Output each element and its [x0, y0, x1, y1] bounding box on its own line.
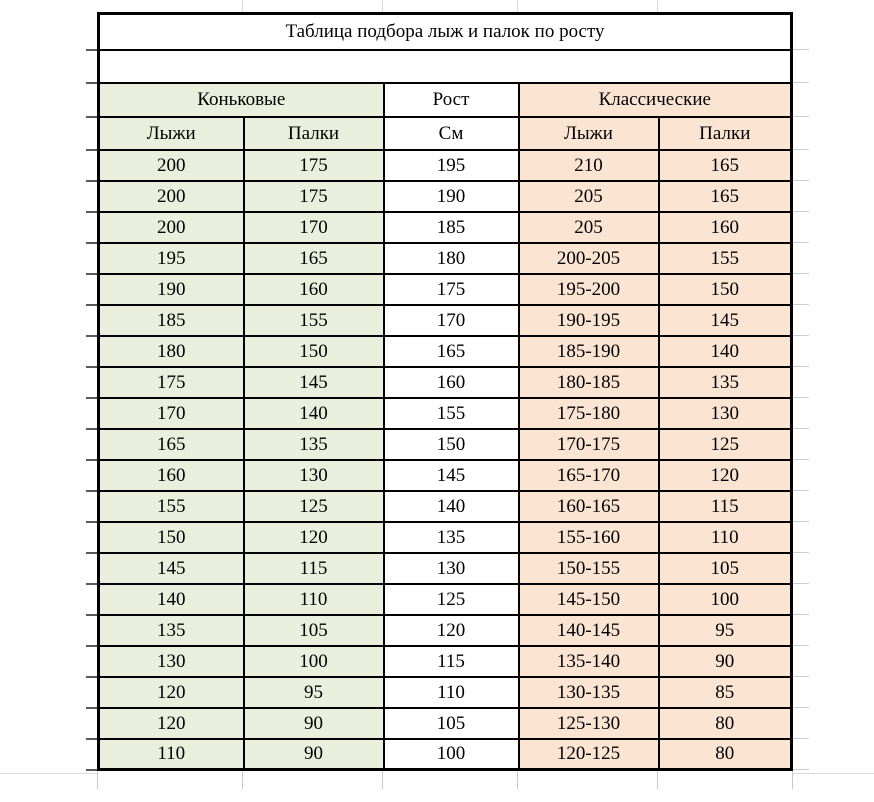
cell-classic-skis: 195-200: [519, 274, 659, 305]
cell-skate-skis: 155: [99, 491, 244, 522]
gridline-stub: [86, 459, 97, 461]
ski-size-table: [97, 12, 793, 771]
cell-height-cm: 115: [384, 646, 519, 677]
cell-height-cm: 130: [384, 553, 519, 584]
cell-classic-poles: 80: [659, 708, 792, 739]
table-title: Таблица подбора лыж и палок по росту: [99, 14, 792, 50]
group-header-row: [99, 83, 792, 117]
gridline-stub: [86, 583, 97, 585]
gridline-stub: [793, 335, 809, 336]
gridline-stub: [793, 773, 874, 774]
cell-skate-skis: 160: [99, 460, 244, 491]
col-header-skate-poles: Палки: [244, 117, 384, 150]
cell-height-cm: 155: [384, 398, 519, 429]
gridline-stub: [86, 738, 97, 740]
table-row: [99, 584, 792, 615]
gridline-stub: [793, 614, 809, 615]
gridline-stub: [793, 116, 809, 117]
gridline-stub: [86, 211, 97, 213]
cell-classic-poles: 90: [659, 646, 792, 677]
gridline-stub: [86, 304, 97, 306]
cell-skate-poles: 125: [244, 491, 384, 522]
gridline-stub: [86, 180, 97, 182]
cell-classic-skis: 150-155: [519, 553, 659, 584]
cell-height-cm: 110: [384, 677, 519, 708]
cell-height-cm: 145: [384, 460, 519, 491]
cell-skate-poles: 90: [244, 739, 384, 770]
cell-classic-skis: 205: [519, 181, 659, 212]
cell-classic-poles: 140: [659, 336, 792, 367]
table-header: [99, 14, 792, 150]
gridline-stub: [793, 273, 809, 274]
cell-skate-poles: 135: [244, 429, 384, 460]
gridline-stub: [86, 645, 97, 647]
gridline-stub: [793, 676, 809, 677]
gridline-stub: [97, 771, 98, 789]
gridline-stub: [86, 149, 97, 151]
cell-skate-skis: 140: [99, 584, 244, 615]
cell-height-cm: 135: [384, 522, 519, 553]
cell-height-cm: 190: [384, 181, 519, 212]
cell-skate-skis: 135: [99, 615, 244, 646]
cell-classic-poles: 100: [659, 584, 792, 615]
gridline-stub: [793, 707, 809, 708]
cell-skate-skis: 180: [99, 336, 244, 367]
table-row: [99, 708, 792, 739]
gridline-stub: [793, 769, 809, 770]
cell-classic-skis: 125-130: [519, 708, 659, 739]
cell-skate-poles: 90: [244, 708, 384, 739]
gridline-stub: [793, 490, 809, 491]
cell-skate-skis: 190: [99, 274, 244, 305]
cell-skate-poles: 145: [244, 367, 384, 398]
gridline-stub: [86, 707, 97, 709]
cell-classic-poles: 85: [659, 677, 792, 708]
group-header-skate: Коньковые: [99, 83, 384, 117]
gridline-stub: [793, 82, 809, 83]
gridline-stub: [793, 521, 809, 522]
cell-skate-skis: 170: [99, 398, 244, 429]
table-row: [99, 553, 792, 584]
cell-classic-skis: 140-145: [519, 615, 659, 646]
cell-classic-poles: 130: [659, 398, 792, 429]
title-row: [99, 14, 792, 50]
cell-classic-poles: 110: [659, 522, 792, 553]
table-body: [99, 150, 792, 770]
gridline-stub: [86, 82, 97, 84]
cell-skate-poles: 170: [244, 212, 384, 243]
cell-classic-skis: 175-180: [519, 398, 659, 429]
gridline-stub: [793, 428, 809, 429]
gridline-stub: [86, 335, 97, 337]
cell-skate-skis: 200: [99, 181, 244, 212]
cell-skate-skis: 200: [99, 212, 244, 243]
cell-classic-skis: 170-175: [519, 429, 659, 460]
gridline-stub: [793, 149, 809, 150]
cell-classic-skis: 205: [519, 212, 659, 243]
cell-classic-skis: 180-185: [519, 367, 659, 398]
cell-classic-poles: 135: [659, 367, 792, 398]
gridline-stub: [86, 490, 97, 492]
gridline-stub: [86, 521, 97, 523]
cell-skate-skis: 185: [99, 305, 244, 336]
cell-classic-skis: 165-170: [519, 460, 659, 491]
cell-skate-poles: 160: [244, 274, 384, 305]
cell-classic-skis: 200-205: [519, 243, 659, 274]
cell-height-cm: 185: [384, 212, 519, 243]
col-header-classic-poles: Палки: [659, 117, 792, 150]
gridline-stub: [793, 583, 809, 584]
table-row: [99, 243, 792, 274]
gridline-stub: [793, 397, 809, 398]
cell-skate-poles: 130: [244, 460, 384, 491]
cell-classic-poles: 120: [659, 460, 792, 491]
cell-classic-poles: 160: [659, 212, 792, 243]
spacer-cell: [99, 50, 792, 83]
cell-skate-poles: 115: [244, 553, 384, 584]
cell-classic-poles: 165: [659, 150, 792, 181]
cell-skate-poles: 175: [244, 150, 384, 181]
table-row: [99, 491, 792, 522]
col-header-skate-skis: Лыжи: [99, 117, 244, 150]
gridline-stub: [657, 771, 658, 789]
cell-skate-poles: 165: [244, 243, 384, 274]
table-row: [99, 646, 792, 677]
table-row: [99, 150, 792, 181]
cell-height-cm: 120: [384, 615, 519, 646]
cell-skate-poles: 120: [244, 522, 384, 553]
cell-skate-skis: 110: [99, 739, 244, 770]
cell-skate-skis: 195: [99, 243, 244, 274]
gridline-stub: [86, 49, 97, 51]
cell-classic-skis: 145-150: [519, 584, 659, 615]
table-row: [99, 739, 792, 770]
gridline-stub: [86, 273, 97, 275]
table-row: [99, 522, 792, 553]
cell-classic-skis: 120-125: [519, 739, 659, 770]
gridline-stub: [517, 771, 518, 789]
group-header-classic: Классические: [519, 83, 792, 117]
cell-skate-skis: 200: [99, 150, 244, 181]
table-row: [99, 677, 792, 708]
column-header-row: [99, 117, 792, 150]
cell-skate-skis: 175: [99, 367, 244, 398]
gridline-stub: [382, 771, 383, 789]
cell-height-cm: 180: [384, 243, 519, 274]
table-row: [99, 336, 792, 367]
gridline-stub: [86, 552, 97, 554]
cell-skate-skis: 165: [99, 429, 244, 460]
gridline-stub: [86, 614, 97, 616]
cell-classic-poles: 155: [659, 243, 792, 274]
cell-classic-skis: 135-140: [519, 646, 659, 677]
col-header-classic-skis: Лыжи: [519, 117, 659, 150]
cell-classic-poles: 165: [659, 181, 792, 212]
cell-skate-skis: 120: [99, 708, 244, 739]
gridline-stub: [382, 0, 383, 12]
gridline-stub: [793, 49, 809, 50]
table-row: [99, 274, 792, 305]
table-row: [99, 398, 792, 429]
cell-classic-poles: 115: [659, 491, 792, 522]
cell-height-cm: 150: [384, 429, 519, 460]
cell-classic-skis: 185-190: [519, 336, 659, 367]
cell-classic-skis: 130-135: [519, 677, 659, 708]
gridline-stub: [242, 771, 243, 789]
gridline-stub: [86, 116, 97, 118]
gridline-stub: [86, 769, 97, 771]
cell-height-cm: 140: [384, 491, 519, 522]
col-header-height-cm: См: [384, 117, 519, 150]
table-row: [99, 460, 792, 491]
cell-height-cm: 175: [384, 274, 519, 305]
table-row: [99, 305, 792, 336]
cell-classic-poles: 125: [659, 429, 792, 460]
gridline-stub: [793, 738, 809, 739]
gridline-stub: [793, 242, 809, 243]
gridline-stub: [86, 676, 97, 678]
cell-skate-poles: 175: [244, 181, 384, 212]
cell-classic-skis: 210: [519, 150, 659, 181]
cell-classic-skis: 160-165: [519, 491, 659, 522]
gridline-stub: [517, 0, 518, 12]
cell-skate-poles: 100: [244, 646, 384, 677]
gridline-stub: [0, 773, 97, 774]
cell-skate-poles: 140: [244, 398, 384, 429]
gridline-stub: [86, 428, 97, 430]
table-row: [99, 429, 792, 460]
cell-height-cm: 160: [384, 367, 519, 398]
gridline-stub: [793, 211, 809, 212]
cell-height-cm: 165: [384, 336, 519, 367]
table-row: [99, 181, 792, 212]
spacer-row: [99, 50, 792, 83]
cell-classic-skis: 190-195: [519, 305, 659, 336]
cell-skate-skis: 150: [99, 522, 244, 553]
cell-height-cm: 125: [384, 584, 519, 615]
cell-height-cm: 100: [384, 739, 519, 770]
cell-classic-poles: 80: [659, 739, 792, 770]
cell-classic-poles: 95: [659, 615, 792, 646]
cell-skate-poles: 155: [244, 305, 384, 336]
cell-skate-poles: 150: [244, 336, 384, 367]
cell-skate-poles: 105: [244, 615, 384, 646]
gridline-stub: [793, 366, 809, 367]
gridline-stub: [86, 242, 97, 244]
gridline-stub: [86, 366, 97, 368]
gridline-stub: [86, 397, 97, 399]
group-header-height: Рост: [384, 83, 519, 117]
cell-classic-poles: 150: [659, 274, 792, 305]
table-row: [99, 615, 792, 646]
cell-skate-poles: 95: [244, 677, 384, 708]
cell-classic-poles: 105: [659, 553, 792, 584]
cell-height-cm: 170: [384, 305, 519, 336]
cell-skate-skis: 145: [99, 553, 244, 584]
gridline-stub: [793, 552, 809, 553]
cell-skate-skis: 120: [99, 677, 244, 708]
gridline-stub: [657, 0, 658, 12]
gridline-stub: [793, 459, 809, 460]
gridline-stub: [793, 645, 809, 646]
cell-skate-poles: 110: [244, 584, 384, 615]
gridline-stub: [793, 180, 809, 181]
cell-classic-poles: 145: [659, 305, 792, 336]
cell-skate-skis: 130: [99, 646, 244, 677]
table-row: [99, 367, 792, 398]
gridline-stub: [793, 304, 809, 305]
cell-height-cm: 105: [384, 708, 519, 739]
cell-height-cm: 195: [384, 150, 519, 181]
table-row: [99, 212, 792, 243]
cell-classic-skis: 155-160: [519, 522, 659, 553]
gridline-stub: [242, 0, 243, 12]
